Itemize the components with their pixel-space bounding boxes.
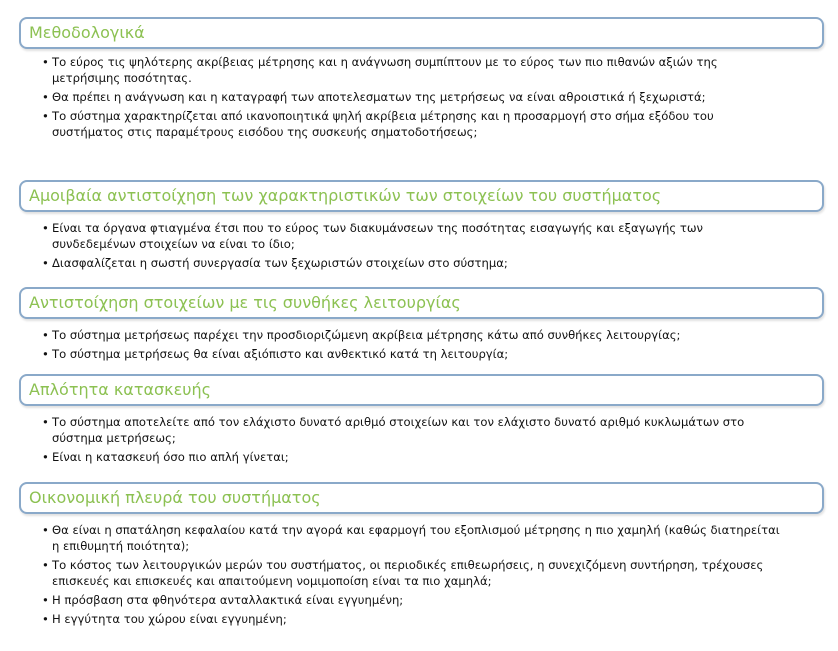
list-item — [42, 54, 788, 86]
list-item-text: Διασφαλίζεται η σωστή συνεργασία των ξεχωριστών στοιχείων στο σύστημα; — [52, 256, 508, 270]
list-item-text: Θα είναι η σπατάληση κεφαλαίου κατά την αγορά και εφαρμογή του εξοπλισμού μέτρησης η πιο χαμηλή (καθώς διατηρείται η επιθυμητή ποιότητα); — [52, 523, 780, 553]
list-item — [42, 522, 788, 554]
section-list-economics — [42, 522, 788, 630]
list-item-text: Το σύστημα μετρήσεως παρέχει την προσδιοριζώμενη ακρίβεια μέτρησης κάτω από συνθήκες λειτουργίας; — [52, 328, 681, 342]
bullet-icon: • — [42, 558, 49, 572]
list-item — [42, 255, 788, 271]
bullet-icon: • — [42, 612, 49, 626]
list-item-text: Το εύρος τις ψηλότερης ακρίβειας μέτρησης και η ανάγνωση συμπίπτουν με το εύρος των πιο πιθανών αξιών της μετρήσιμης ποσότητας. — [52, 55, 718, 85]
bullet-icon: • — [42, 328, 49, 342]
list-item — [42, 414, 788, 446]
section-header-methodology: Μεθοδολογικά — [19, 17, 824, 49]
list-item — [42, 346, 788, 362]
list-item-text: Είναι η κατασκευή όσο πιο απλή γίνεται; — [52, 450, 289, 464]
bullet-icon: • — [42, 109, 49, 123]
list-item-text: Το σύστημα μετρήσεως θα είναι αξιόπιστο και ανθεκτικό κατά τη λειτουργία; — [52, 347, 509, 361]
list-item-text: Θα πρέπει η ανάγνωση και η καταγραφή των αποτελεσματων της μετρήσεως να είναι αθροιστικά ή ξεχωριστά; — [52, 90, 706, 104]
list-item — [42, 89, 788, 105]
list-item-text: Η πρόσβαση στα φθηνότερα ανταλλακτικά είναι εγγυημένη; — [52, 593, 404, 607]
list-item — [42, 592, 788, 608]
list-item — [42, 449, 788, 465]
bullet-icon: • — [42, 347, 49, 361]
section-list-simplicity — [42, 414, 788, 468]
list-item — [42, 108, 788, 140]
list-item — [42, 327, 788, 343]
section-header-simplicity: Απλότητα κατασκευής — [19, 374, 824, 406]
section-list-operating-conditions — [42, 327, 788, 365]
list-item — [42, 611, 788, 627]
list-item — [42, 220, 788, 252]
section-header-economics: Οικονομική πλευρά του συστήματος — [19, 482, 824, 514]
list-item — [42, 557, 788, 589]
section-list-methodology — [42, 54, 788, 143]
list-item-text: Είναι τα όργανα φτιαγμένα έτσι που το εύρος των διακυμάνσεων της ποσότητας εισαγωγής και εξαγωγής των συνδεδεμένων στοιχείων να είναι το ίδιο; — [52, 221, 704, 251]
list-item-text: Το κόστος των λειτουργικών μερών του συστήματος, οι περιοδικές επιθεωρήσεις, η συνεχιζόμενη συντήρηση, τρέχουσες επισκευές και επισκευές και απαιτούμενη νομιμοποίση είναι τα πιο χαμηλά; — [52, 558, 764, 588]
bullet-icon: • — [42, 221, 49, 235]
section-list-compatibility — [42, 220, 788, 274]
section-header-compatibility: Αμοιβαία αντιστοίχηση των χαρακτηριστικών των στοιχείων του συστήματος — [19, 180, 824, 212]
bullet-icon: • — [42, 256, 49, 270]
section-header-operating-conditions: Αντιστοίχηση στοιχείων με τις συνθήκες λειτουργίας — [19, 287, 824, 319]
bullet-icon: • — [42, 415, 49, 429]
bullet-icon: • — [42, 55, 49, 69]
bullet-icon: • — [42, 523, 49, 537]
list-item-text: Το σύστημα αποτελείτε από τον ελάχιστο δυνατό αριθμό στοιχείων και τον ελάχιστο δυνατό αριθμό κυκλωμάτων στο σύστημα μετρήσεως; — [52, 415, 745, 445]
list-item-text: Το σύστημα χαρακτηρίζεται από ικανοποιητικά ψηλή ακρίβεια μέτρησης και η προσαρμογή στο σήμα εξόδου του συστήματος στις παραμέτρους εισόδου της συσκευής σηματοδοτήσεως; — [52, 109, 714, 139]
bullet-icon: • — [42, 593, 49, 607]
bullet-icon: • — [42, 90, 49, 104]
bullet-icon: • — [42, 450, 49, 464]
list-item-text: Η εγγύτητα του χώρου είναι εγγυημένη; — [52, 612, 287, 626]
